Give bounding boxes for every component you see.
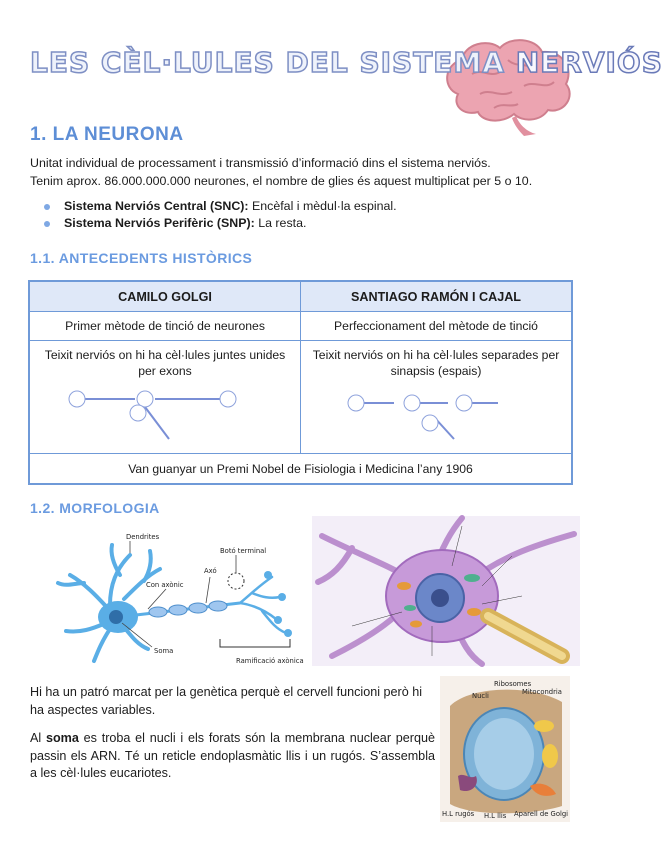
soma-pre: Al	[30, 731, 46, 745]
cell-cajal-tissue	[300, 341, 571, 453]
label-ramificacio: Ramificació axònica	[236, 657, 304, 665]
title-last-word: NERVIÓS	[515, 46, 663, 79]
header-cajal: SANTIAGO RAMÓN I CAJAL	[300, 282, 571, 311]
golgi-tissue-text: Teixit nerviós on hi ha cèl·lules juntes unides per exons	[44, 348, 286, 378]
neuron-cell-illustration	[312, 516, 580, 666]
title-banner	[0, 28, 663, 118]
label-mitocondria: Mitocondria	[522, 688, 562, 696]
soma-bold: soma	[45, 731, 79, 745]
label-hl-rugos: H.L rugós	[442, 810, 475, 818]
label-boto-terminal: Botó terminal	[220, 547, 267, 555]
intro-line-1: Unitat individual de processament i transmissió d’informació dins el sistema nerviós.	[30, 156, 491, 170]
nervous-system-list	[44, 198, 397, 232]
label-con-axonic: Con axònic	[146, 581, 184, 589]
intro-line-2: Tenim aprox. 86.000.000.000 neurones, el nombre de glies és aquest multiplicat per 5 o 10.	[30, 173, 533, 188]
cell-golgi-tissue	[30, 341, 300, 453]
page-title	[30, 46, 663, 79]
label-soma: Soma	[154, 647, 174, 655]
label-nucli: Nucli	[472, 692, 489, 700]
cell-golgi-method: Primer mètode de tinció de neurones	[65, 319, 265, 333]
organelle-illustration	[440, 676, 570, 822]
header-golgi: CAMILO GOLGI	[30, 282, 300, 311]
cell-nobel: Van guanyar un Premi Nobel de Fisiologia i Medicina l’any 1906	[128, 461, 473, 476]
label-ribosomes: Ribosomes	[494, 680, 532, 688]
joined-cells-diagram	[65, 385, 265, 443]
neuron-diagram	[40, 525, 310, 670]
soma-post: es troba el nucli i els forats són la membrana nuclear perquè passin els ARN. Té un reticle endoplasmàtic llis i un rugós. S’assembla a les cèl·lules eucariotes.	[30, 731, 435, 780]
title-main: LES CÈL·LULES DEL SISTEMA	[30, 46, 505, 79]
desc-snp: La resta.	[254, 216, 307, 230]
intro-paragraph	[30, 155, 575, 190]
section-heading-neurona: 1. LA NEURONA	[30, 124, 184, 145]
term-snc: Sistema Nerviós Central (SNC):	[64, 199, 249, 213]
label-axo: Axó	[204, 567, 217, 575]
soma-paragraph	[30, 730, 435, 783]
table-row	[30, 312, 571, 341]
table-header-row	[30, 282, 571, 312]
list-item-snc	[44, 198, 397, 215]
subheading-antecedents: 1.1. ANTECEDENTS HISTÒRICS	[30, 250, 253, 266]
label-hl-llis: H.L llis	[484, 812, 507, 820]
genetics-paragraph: Hi ha un patró marcat per la genètica perquè el cervell funcioni però hi ha aspectes variables.	[30, 685, 423, 717]
label-golgi: Aparell de Golgi	[514, 810, 569, 818]
label-dendrites: Dendrites	[126, 533, 160, 541]
table-row	[30, 341, 571, 454]
list-item-snp	[44, 215, 397, 232]
cell-cajal-method: Perfeccionament del mètode de tinció	[300, 312, 571, 340]
subheading-morfologia: 1.2. MORFOLOGIA	[30, 500, 160, 516]
separated-cells-diagram	[336, 385, 536, 443]
table-footer-row	[30, 454, 571, 483]
cajal-tissue-text: Teixit nerviós on hi ha cèl·lules separades per sinapsis (espais)	[312, 348, 560, 378]
antecedents-table	[28, 280, 573, 485]
term-snp: Sistema Nerviós Perifèric (SNP):	[64, 216, 255, 230]
desc-snc: Encèfal i mèdul·la espinal.	[248, 199, 397, 213]
